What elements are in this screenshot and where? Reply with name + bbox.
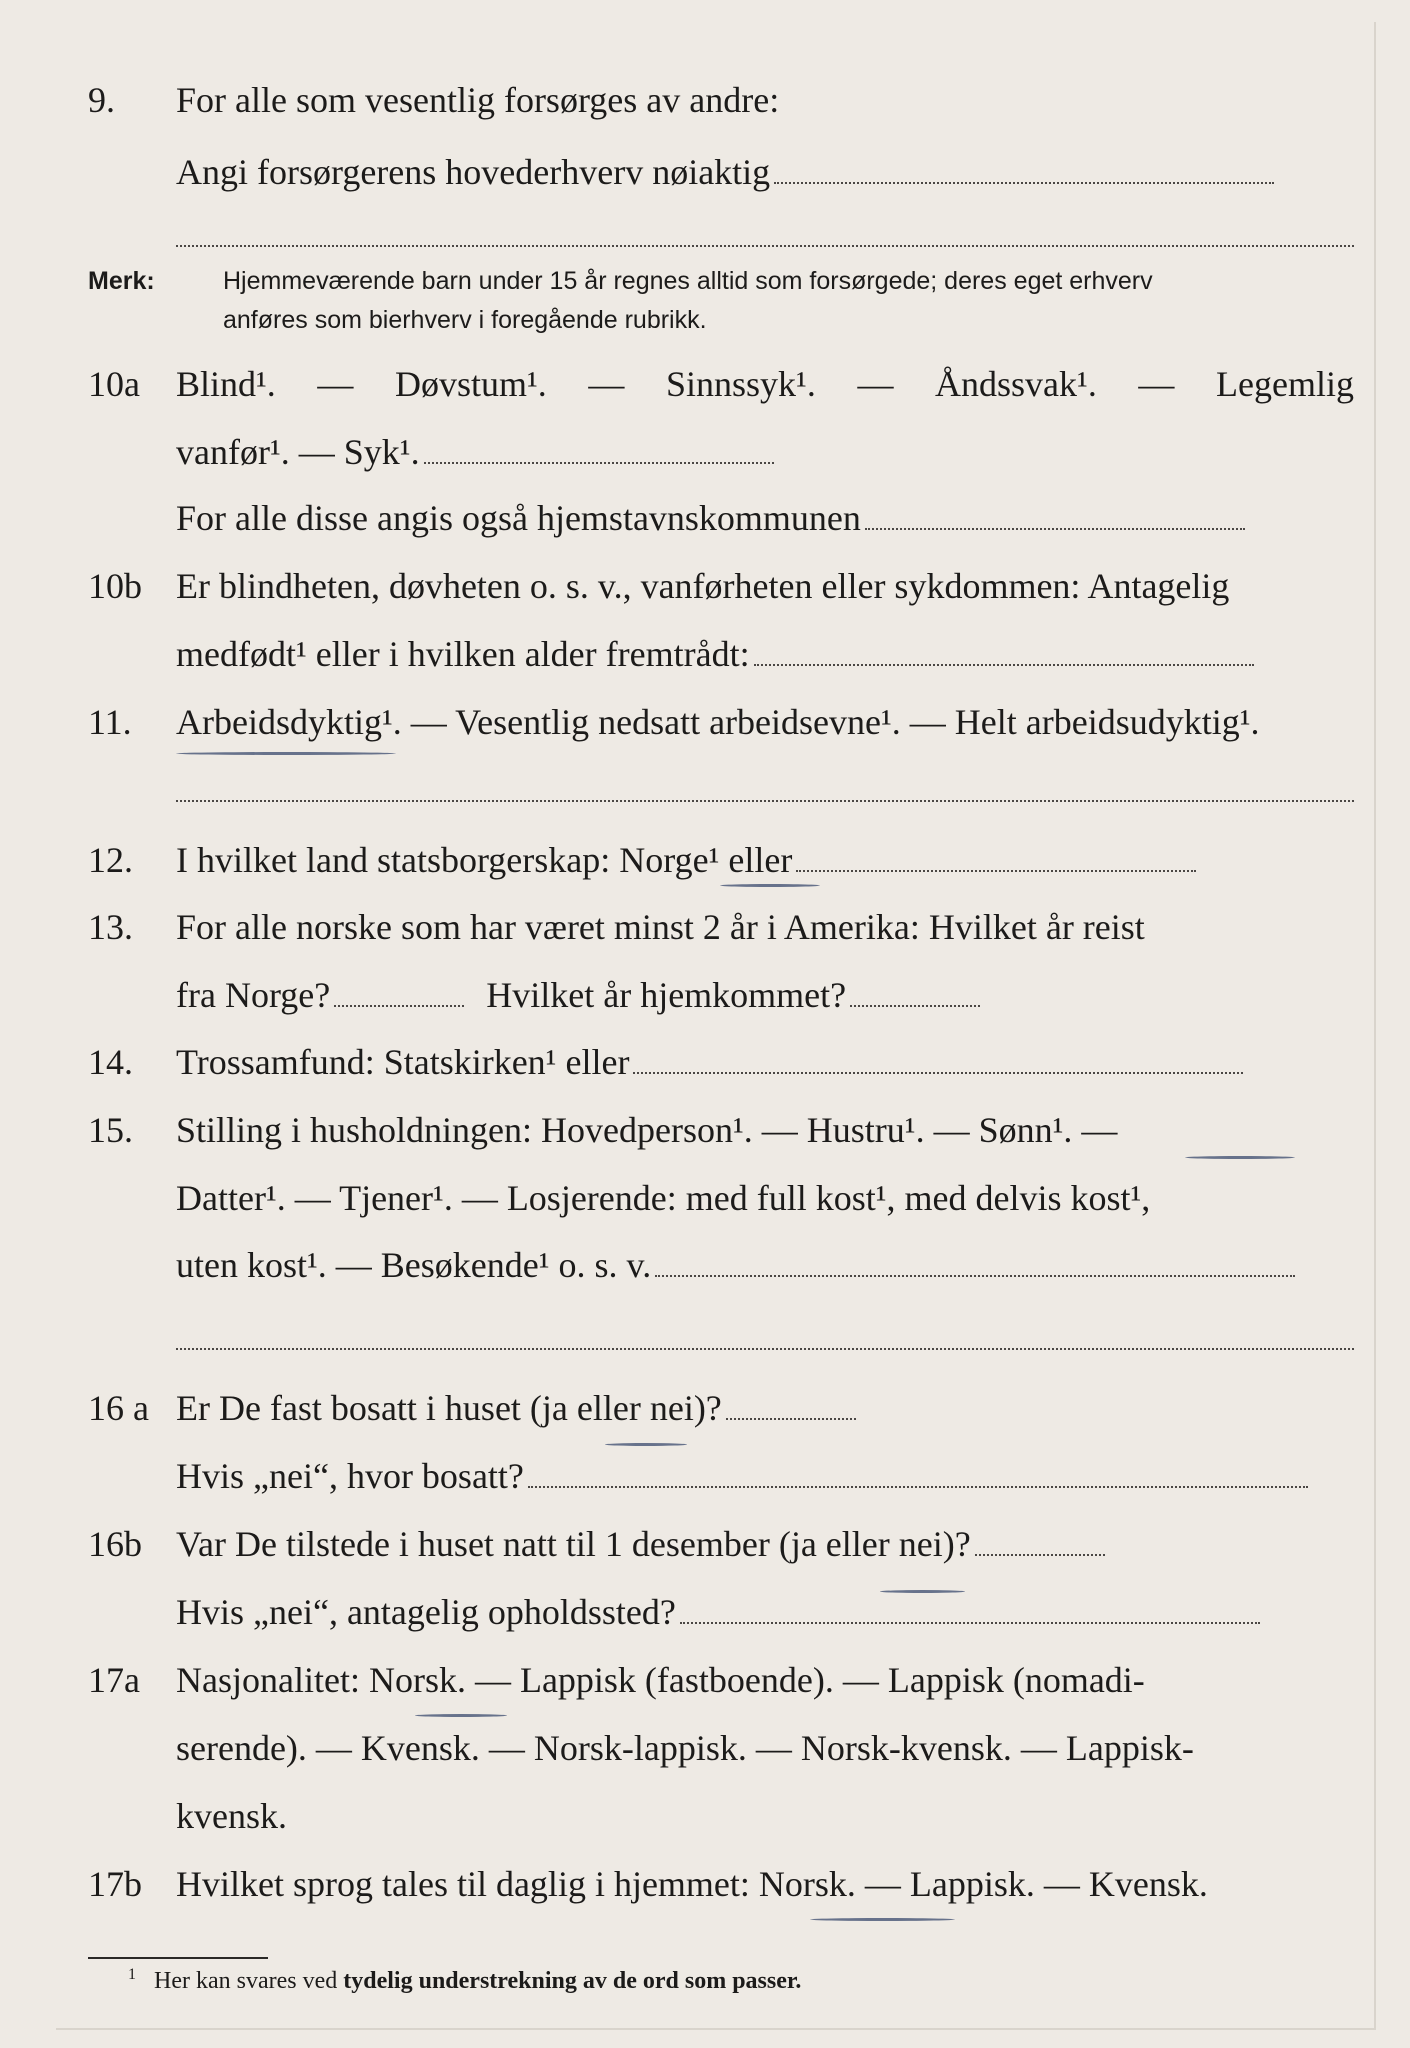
answer-line[interactable] bbox=[176, 1348, 1354, 1350]
question-number: 17a bbox=[88, 1660, 140, 1700]
question-text: Hvis „nei“, antagelig opholdssted? bbox=[176, 1592, 676, 1632]
question-number: 10a bbox=[88, 364, 140, 404]
question-text: Stilling i husholdningen: Hovedperson¹. — Hustru¹. — Sønn¹. — bbox=[176, 1110, 1118, 1150]
question-number: 13. bbox=[88, 907, 133, 947]
question-text bbox=[176, 362, 1354, 406]
footnote-mark: 1 bbox=[128, 1966, 136, 1983]
dash: — bbox=[857, 364, 894, 404]
question-text: Nasjonalitet: Norsk. — Lappisk (fastboende). — Lappisk (nomadi- bbox=[176, 1660, 1145, 1700]
question-text: For alle som vesentlig forsørges av andre: bbox=[176, 80, 780, 120]
answer-field[interactable] bbox=[655, 1251, 1295, 1277]
answer-field[interactable] bbox=[850, 981, 980, 1007]
question-text: Er De fast bosatt i huset (ja eller nei)? bbox=[176, 1388, 722, 1428]
question-text: Arbeidsdyktig¹. — Vesentlig nedsatt arbeidsevne¹. — Helt arbeidsudyktig¹. bbox=[176, 702, 1260, 742]
footnote-text: Her kan svares ved bbox=[154, 1968, 338, 1994]
handwritten-underline bbox=[1185, 1156, 1295, 1159]
option-andssvak[interactable]: Åndssvak¹. bbox=[935, 364, 1097, 404]
question-number: 10b bbox=[88, 566, 142, 606]
question-number: 12. bbox=[88, 840, 133, 880]
question-text: vanfør¹. — Syk¹. bbox=[176, 432, 420, 472]
question-text: kvensk. bbox=[176, 1796, 287, 1836]
question-text: Hvilket år hjemkommet? bbox=[486, 975, 847, 1015]
dash: — bbox=[317, 364, 354, 404]
question-number: 15. bbox=[88, 1110, 133, 1150]
question-text: For alle disse angis også hjemstavnskommunen bbox=[176, 498, 861, 538]
answer-line[interactable] bbox=[176, 800, 1354, 802]
question-text: Hvilket sprog tales til daglig i hjemmet: Norsk. — Lappisk. — Kvensk. bbox=[176, 1864, 1208, 1904]
option-blind[interactable]: Blind¹. bbox=[176, 364, 276, 404]
question-text: uten kost¹. — Besøkende¹ o. s. v. bbox=[176, 1245, 652, 1285]
question-text: Er blindheten, døvheten o. s. v., vanførheten eller sykdommen: Antagelig bbox=[176, 566, 1230, 606]
question-text: Trossamfund: Statskirken¹ eller bbox=[176, 1042, 630, 1082]
question-number: 11. bbox=[88, 702, 132, 742]
answer-field[interactable] bbox=[528, 1462, 1308, 1488]
answer-field[interactable] bbox=[334, 981, 464, 1007]
question-number: 16 a bbox=[88, 1388, 149, 1428]
question-text: fra Norge? bbox=[176, 975, 331, 1015]
handwritten-underline bbox=[605, 1443, 687, 1446]
note-text: anføres som bierhverv i foregående rubrikk. bbox=[223, 306, 707, 334]
answer-field[interactable] bbox=[975, 1530, 1105, 1556]
question-number: 16b bbox=[88, 1524, 142, 1564]
handwritten-underline bbox=[176, 752, 396, 755]
question-number: 9. bbox=[88, 80, 115, 120]
dash: — bbox=[1138, 364, 1175, 404]
question-number: 14. bbox=[88, 1042, 133, 1082]
answer-field[interactable] bbox=[726, 1394, 856, 1420]
note-label: Merk: bbox=[88, 267, 155, 295]
question-text: Var De tilstede i huset natt til 1 desember (ja eller nei)? bbox=[176, 1524, 971, 1564]
option-legemlig[interactable]: Legemlig bbox=[1216, 364, 1354, 404]
question-text: Angi forsørgerens hovederhverv nøiaktig bbox=[176, 152, 771, 192]
answer-line[interactable] bbox=[176, 245, 1354, 247]
question-text: Datter¹. — Tjener¹. — Losjerende: med full kost¹, med delvis kost¹, bbox=[176, 1178, 1151, 1218]
note-text: Hjemmeværende barn under 15 år regnes alltid som forsørgede; deres eget erhverv bbox=[223, 267, 1153, 295]
answer-field[interactable] bbox=[754, 640, 1254, 666]
answer-field[interactable] bbox=[774, 158, 1274, 184]
handwritten-underline bbox=[810, 1918, 955, 1921]
handwritten-underline bbox=[415, 1714, 507, 1717]
footnote bbox=[128, 1966, 801, 1995]
question-text: Hvis „nei“, hvor bosatt? bbox=[176, 1456, 524, 1496]
dash: — bbox=[588, 364, 625, 404]
answer-field[interactable] bbox=[633, 1048, 1243, 1074]
answer-field[interactable] bbox=[796, 846, 1196, 872]
answer-field[interactable] bbox=[424, 438, 774, 464]
footnote-rule bbox=[88, 1957, 268, 1959]
option-dovstum[interactable]: Døvstum¹. bbox=[395, 364, 547, 404]
question-text: I hvilket land statsborgerskap: Norge¹ eller bbox=[176, 840, 793, 880]
answer-field[interactable] bbox=[680, 1598, 1260, 1624]
answer-field[interactable] bbox=[865, 504, 1245, 530]
option-sinnssyk[interactable]: Sinnssyk¹. bbox=[666, 364, 816, 404]
question-number: 17b bbox=[88, 1864, 142, 1904]
footnote-emphasis: tydelig understrekning av de ord som passer. bbox=[343, 1968, 802, 1994]
handwritten-underline bbox=[720, 884, 820, 887]
question-text: medfødt¹ eller i hvilken alder fremtrådt: bbox=[176, 634, 750, 674]
question-text: serende). — Kvensk. — Norsk-lappisk. — Norsk-kvensk. — Lappisk- bbox=[176, 1728, 1194, 1768]
question-text: For alle norske som har været minst 2 år i Amerika: Hvilket år reist bbox=[176, 907, 1145, 947]
